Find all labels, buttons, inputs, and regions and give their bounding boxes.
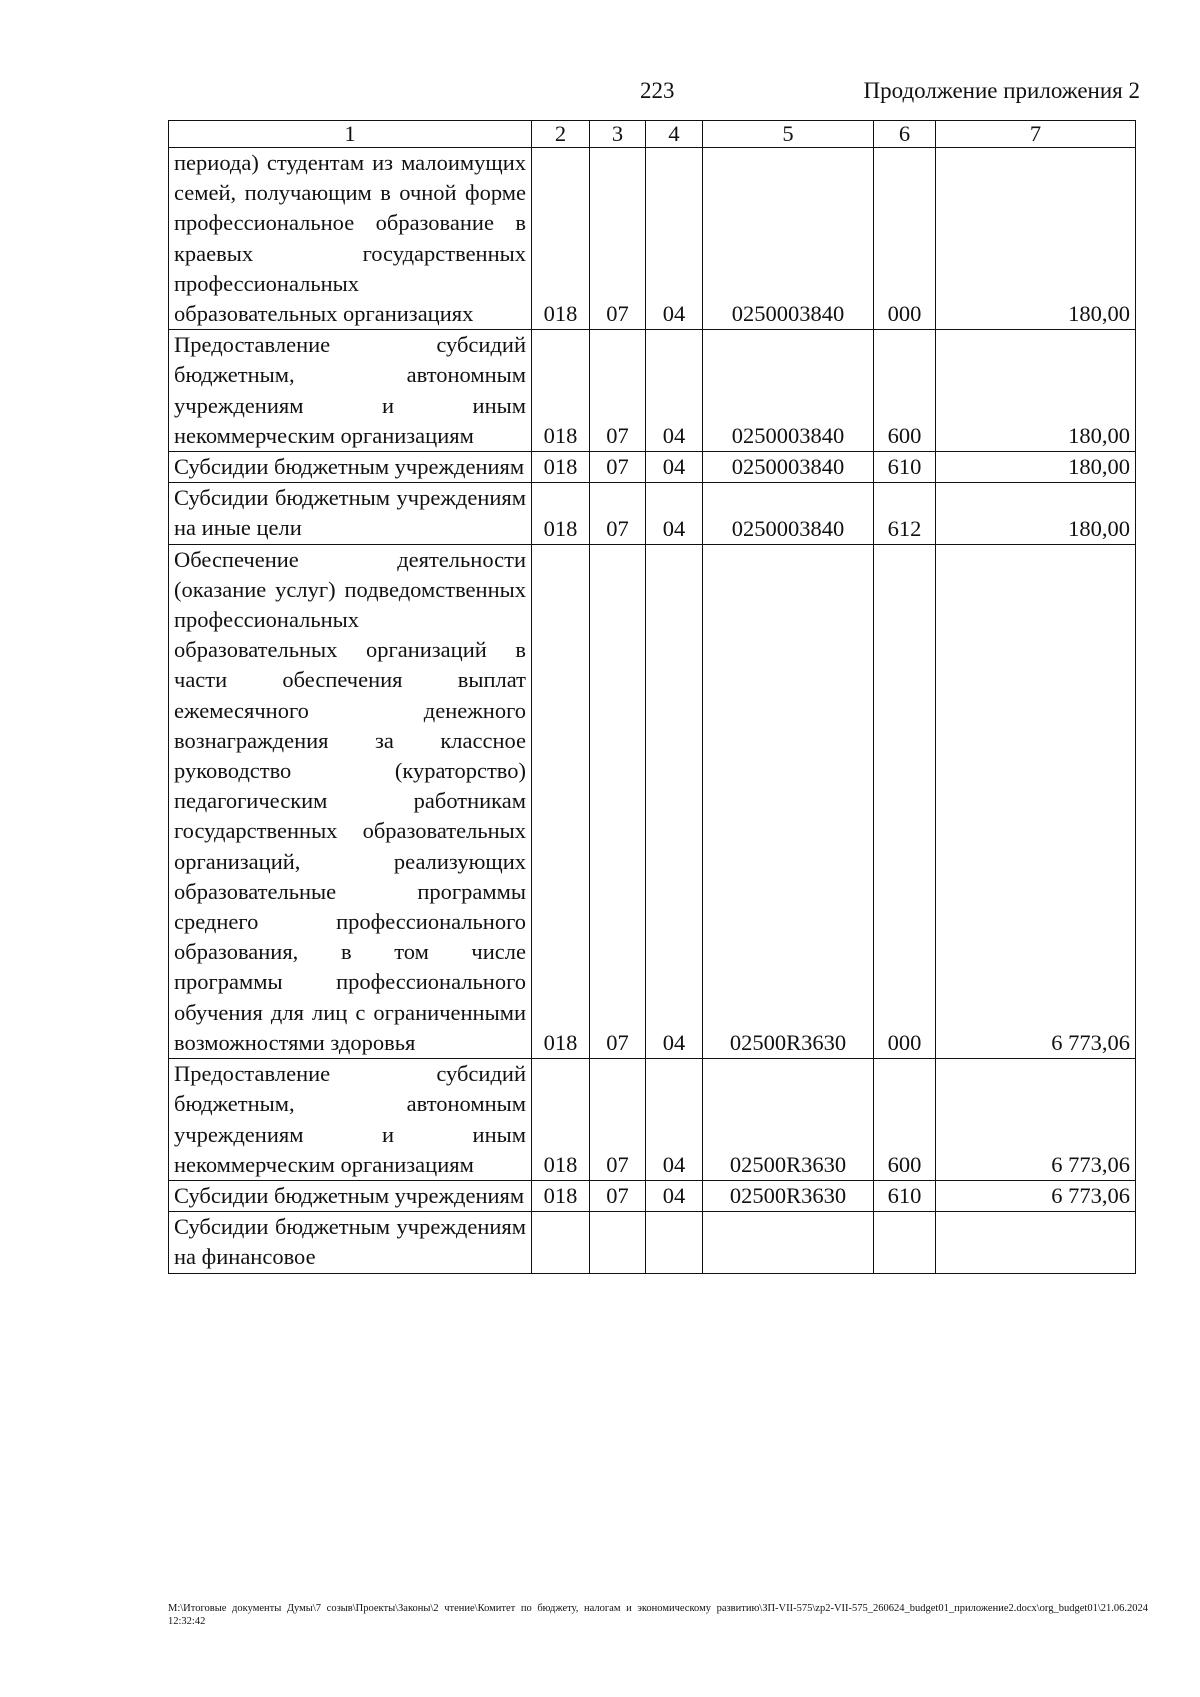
section-code: 07	[590, 452, 646, 483]
appendix-continuation-label: Продолжение приложения 2	[863, 78, 1140, 103]
expense-type-code: 612	[874, 483, 936, 544]
amount: 180,00	[936, 483, 1136, 544]
table-row	[169, 1180, 1136, 1211]
column-header: 1	[169, 121, 532, 148]
expense-type-code: 610	[874, 452, 936, 483]
amount: 180,00	[936, 452, 1136, 483]
subsection-code	[646, 1212, 703, 1273]
subsection-code: 04	[646, 1059, 703, 1181]
table-row	[169, 544, 1136, 1058]
ministry-code: 018	[532, 452, 590, 483]
row-name: Обеспечение деятельности (оказание услуг) подведомственных профессиональных образовательных организаций в части обеспечения выплат ежемесячного денежного вознаграждения за классное руководство (кураторство) педагогическим работникам государственных образовательных организаций, реализующих образовательные программы среднего профессионального образования, в том числе программы профессионального обучения для лиц с ограниченными возможностями здоровья	[169, 544, 532, 1058]
section-code: 07	[590, 1059, 646, 1181]
target-article-code: 02500R3630	[703, 544, 874, 1058]
target-article-code: 0250003840	[703, 483, 874, 544]
column-header: 5	[703, 121, 874, 148]
table-row	[169, 452, 1136, 483]
section-code: 07	[590, 148, 646, 330]
amount: 180,00	[936, 148, 1136, 330]
table-row	[169, 1212, 1136, 1273]
expense-type-code	[874, 1212, 936, 1273]
section-code: 07	[590, 330, 646, 452]
table-row	[169, 330, 1136, 452]
subsection-code: 04	[646, 452, 703, 483]
column-header: 7	[936, 121, 1136, 148]
budget-table	[168, 120, 1136, 1274]
section-code: 07	[590, 1180, 646, 1211]
target-article-code: 02500R3630	[703, 1180, 874, 1211]
target-article-code: 0250003840	[703, 452, 874, 483]
row-name: Субсидии бюджетным учреждениям на иные цели	[169, 483, 532, 544]
expense-type-code: 000	[874, 544, 936, 1058]
ministry-code: 018	[532, 1059, 590, 1181]
target-article-code: 02500R3630	[703, 1059, 874, 1181]
amount: 6 773,06	[936, 1059, 1136, 1181]
row-name: Предоставление субсидий бюджетным, автономным учреждениям и иным некоммерческим организациям	[169, 1059, 532, 1181]
column-header: 3	[590, 121, 646, 148]
ministry-code	[532, 1212, 590, 1273]
expense-type-code: 600	[874, 330, 936, 452]
ministry-code: 018	[532, 148, 590, 330]
amount: 6 773,06	[936, 544, 1136, 1058]
ministry-code: 018	[532, 483, 590, 544]
ministry-code: 018	[532, 544, 590, 1058]
row-name: Субсидии бюджетным учреждениям	[169, 452, 532, 483]
target-article-code	[703, 1212, 874, 1273]
expense-type-code: 000	[874, 148, 936, 330]
amount: 180,00	[936, 330, 1136, 452]
subsection-code: 04	[646, 1180, 703, 1211]
subsection-code: 04	[646, 148, 703, 330]
section-code: 07	[590, 483, 646, 544]
table-row	[169, 148, 1136, 330]
table-row	[169, 1059, 1136, 1181]
amount: 6 773,06	[936, 1180, 1136, 1211]
row-name: Предоставление субсидий бюджетным, автономным учреждениям и иным некоммерческим организациям	[169, 330, 532, 452]
target-article-code: 0250003840	[703, 330, 874, 452]
column-header: 4	[646, 121, 703, 148]
table-header-row	[169, 121, 1136, 148]
column-header: 2	[532, 121, 590, 148]
ministry-code: 018	[532, 1180, 590, 1211]
row-name: Субсидии бюджетным учреждениям	[169, 1180, 532, 1211]
table-row	[169, 483, 1136, 544]
subsection-code: 04	[646, 483, 703, 544]
page-number: 223	[640, 78, 675, 103]
subsection-code: 04	[646, 544, 703, 1058]
section-code: 07	[590, 544, 646, 1058]
row-name: периода) студентам из малоимущих семей, получающим в очной форме профессиональное образование в краевых государственных профессиональных образовательных организациях	[169, 148, 532, 330]
ministry-code: 018	[532, 330, 590, 452]
amount	[936, 1212, 1136, 1273]
document-path-footer: M:\Итоговые документы Думы\7 созыв\Проекты\Законы\2 чтение\Комитет по бюджету, налогам и экономическому развитию\ЗП-VII-575\zp2-VII-575_260624_budget01_приложение2.docx\org_budget01\21.06.2024 12:32:42	[168, 1603, 1148, 1627]
expense-type-code: 610	[874, 1180, 936, 1211]
target-article-code: 0250003840	[703, 148, 874, 330]
expense-type-code: 600	[874, 1059, 936, 1181]
section-code	[590, 1212, 646, 1273]
column-header: 6	[874, 121, 936, 148]
subsection-code: 04	[646, 330, 703, 452]
row-name: Субсидии бюджетным учреждениям на финансовое	[169, 1212, 532, 1273]
